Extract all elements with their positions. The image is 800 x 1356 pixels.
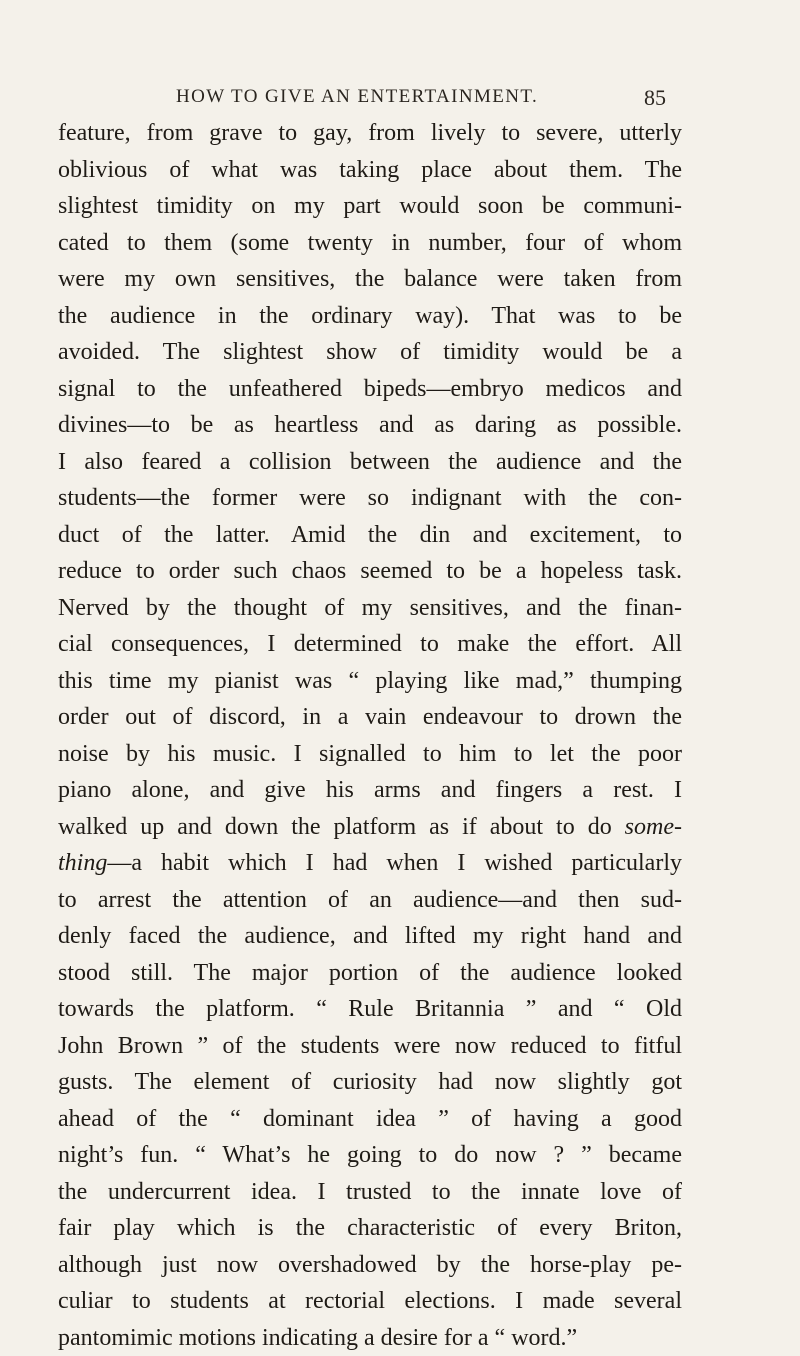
- page-number: 85: [644, 85, 666, 111]
- text-line: denly faced the audience, and lifted my right hand and: [58, 918, 682, 955]
- text-line: stood still. The major portion of the audience looked: [58, 955, 682, 992]
- text-line: divines—to be as heartless and as daring as possible.: [58, 407, 682, 444]
- body-text: [58, 115, 682, 1356]
- text-line: night’s fun. “ What’s he going to do now ? ” became: [58, 1137, 682, 1174]
- text-line: John Brown ” of the students were now reduced to fitful: [58, 1028, 682, 1065]
- text-line: avoided. The slightest show of timidity would be a: [58, 334, 682, 371]
- text-line: oblivious of what was taking place about them. The: [58, 152, 682, 189]
- text-line: signal to the unfeathered bipeds—embryo medicos and: [58, 371, 682, 408]
- text-line: the undercurrent idea. I trusted to the innate love of: [58, 1174, 682, 1211]
- text-line: culiar to students at rectorial elections. I made several: [58, 1283, 682, 1320]
- text-line-with-italic: [58, 845, 682, 882]
- text-line: towards the platform. “ Rule Britannia ” and “ Old: [58, 991, 682, 1028]
- text-line: students—the former were so indignant with the con-: [58, 480, 682, 517]
- text-line: were my own sensitives, the balance were taken from: [58, 261, 682, 298]
- text-line: noise by his music. I signalled to him to let the poor: [58, 736, 682, 773]
- italic-text: some-: [625, 814, 682, 840]
- text-line: ahead of the “ dominant idea ” of having a good: [58, 1101, 682, 1138]
- text-line: feature, from grave to gay, from lively to severe, utterly: [58, 115, 682, 152]
- text-line: to arrest the attention of an audience—and then sud-: [58, 882, 682, 919]
- italic-text: thing: [58, 850, 107, 876]
- running-title: HOW TO GIVE AN ENTERTAINMENT.: [176, 86, 648, 108]
- text-segment: walked up and down the platform as if about to do: [58, 814, 625, 840]
- text-line: this time my pianist was “ playing like mad,” thumping: [58, 663, 682, 700]
- text-line-with-italic: [58, 809, 682, 846]
- text-line: piano alone, and give his arms and fingers a rest. I: [58, 772, 682, 809]
- text-line: slightest timidity on my part would soon be communi-: [58, 188, 682, 225]
- text-line: cial consequences, I determined to make the effort. All: [58, 626, 682, 663]
- text-line: cated to them (some twenty in number, four of whom: [58, 225, 682, 262]
- text-line: order out of discord, in a vain endeavour to drown the: [58, 699, 682, 736]
- text-line: duct of the latter. Amid the din and excitement, to: [58, 517, 682, 554]
- text-line: although just now overshadowed by the horse-play pe-: [58, 1247, 682, 1284]
- text-line: fair play which is the characteristic of every Briton,: [58, 1210, 682, 1247]
- text-line: pantomimic motions indicating a desire for a “ word.”: [58, 1320, 682, 1356]
- text-line: I also feared a collision between the audience and the: [58, 444, 682, 481]
- text-line: Nerved by the thought of my sensitives, and the finan-: [58, 590, 682, 627]
- text-line: the audience in the ordinary way). That was to be: [58, 298, 682, 335]
- text-segment: —a habit which I had when I wished particularly: [107, 850, 682, 876]
- text-line: reduce to order such chaos seemed to be a hopeless task.: [58, 553, 682, 590]
- text-line: gusts. The element of curiosity had now slightly got: [58, 1064, 682, 1101]
